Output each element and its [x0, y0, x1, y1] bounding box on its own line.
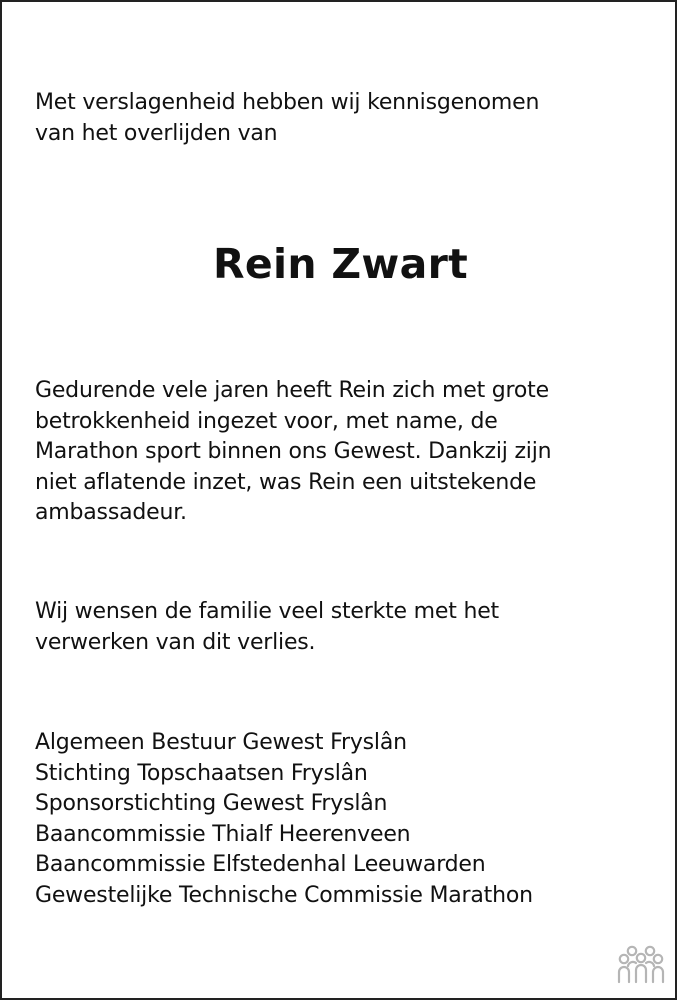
tribute-paragraph: Gedurende vele jaren heeft Rein zich met grote betrokkenheid ingezet voor, met name, de Marathon sport binnen ons Gewest. Dankzij zijn niet aflatende inzet, was Rein een uitstekende ambassadeur. — [35, 378, 552, 525]
intro-text: Met verslagenheid hebben wij kennisgenomen van het overlijden van — [35, 90, 540, 146]
condolence-paragraph: Wij wensen de familie veel sterkte met het verwerken van dit verlies. — [35, 599, 499, 655]
signatory-item: Algemeen Bestuur Gewest Fryslân — [35, 730, 407, 755]
signatory-item: Baancommissie Elfstedenhal Leeuwarden — [35, 852, 486, 877]
signatory-item: Sponsorstichting Gewest Fryslân — [35, 791, 388, 816]
signatory-item: Gewestelijke Technische Commissie Marathon — [35, 882, 533, 908]
deceased-name: Rein Zwart — [213, 240, 468, 288]
signatory-item: Baancommissie Thialf Heerenveen — [35, 821, 411, 847]
people-group-icon — [617, 942, 665, 986]
signatory-item: Stichting Topschaatsen Fryslân — [35, 760, 368, 786]
signatories-list — [35, 728, 655, 911]
